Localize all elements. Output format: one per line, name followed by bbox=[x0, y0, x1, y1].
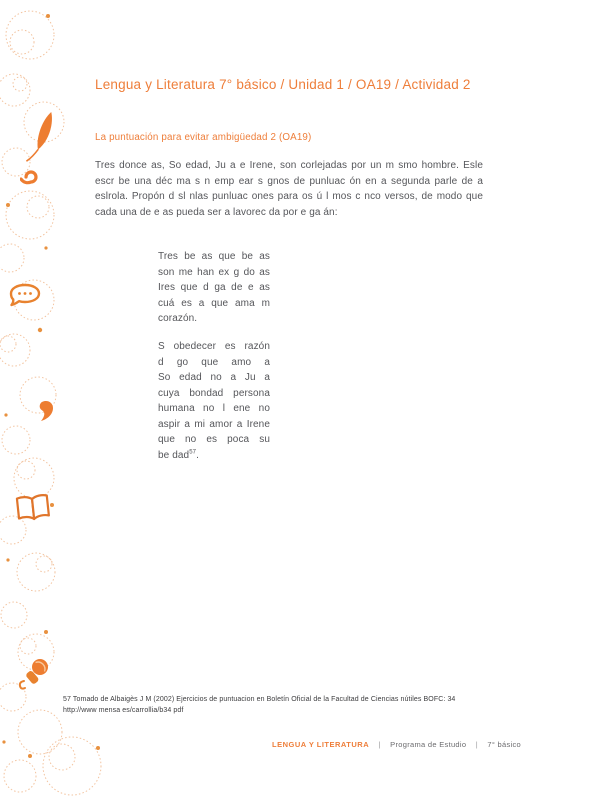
comma-icon bbox=[38, 400, 54, 422]
poem-line-punct: . bbox=[196, 449, 199, 461]
footnote-reference: 57 bbox=[189, 449, 197, 456]
microphone-icon bbox=[18, 655, 52, 691]
poem-line: So edad no a Ju a bbox=[158, 372, 270, 383]
footer-brand: LENGUA Y LITERATURA bbox=[271, 740, 370, 749]
poem-line bbox=[158, 448, 270, 464]
poem-stanza-1 bbox=[158, 249, 270, 327]
poem-line: cuya bondad persona bbox=[158, 387, 270, 399]
instructions-paragraph bbox=[95, 158, 483, 221]
poem-line: aspir a mi amor a Irene bbox=[158, 418, 270, 430]
poem-line: que no es poca su bbox=[158, 434, 270, 445]
curl-blob-icon bbox=[20, 166, 42, 188]
footer-separator: | bbox=[378, 740, 381, 749]
instructions-line: escr be una déc ma s n emp ear s gnos de punluac ón en a segunda parle de a bbox=[95, 175, 483, 187]
footer-separator: | bbox=[475, 740, 478, 749]
poem-line: S obedecer es razón bbox=[158, 341, 270, 352]
instructions-line: eslrola. Propón d sl nlas punluac ones para os ú l mos c nco versos, de modo que bbox=[95, 191, 483, 203]
instructions-line: Tres donce as, So edad, Ju a e Irene, son corlejadas por un m smo hombre. Esle bbox=[95, 160, 483, 171]
page-title: Lengua y Literatura 7° básico / Unidad 1 / OA19 / Actividad 2 bbox=[95, 77, 471, 92]
footnote-url: http://www mensa es/carrollia/b34 pdf bbox=[63, 706, 184, 714]
poem-line: Ires que d ga de e as bbox=[158, 282, 270, 293]
footnote-text: Tomado de Albaigès J M (2002) Ejercicios de puntuacion en Boletín Oficial de la Facultad de Ciencias nútiles BOFC: 34 bbox=[71, 696, 456, 703]
footnote bbox=[63, 695, 538, 716]
poem-line: d go que amo a bbox=[158, 356, 270, 368]
page-footer bbox=[272, 740, 521, 749]
poem-line: cuá es a que ama m bbox=[158, 297, 270, 309]
poem-line: corazón. bbox=[158, 313, 198, 324]
poem-line-text: be dad bbox=[158, 449, 190, 461]
footer-program: Programa de Estudio bbox=[390, 740, 467, 749]
instructions-line: cada una de e as pueda ser a lavorec da por e ga án: bbox=[95, 207, 338, 219]
activity-subtitle: La puntuación para evitar ambigüedad 2 (OA19) bbox=[95, 132, 312, 143]
footer-grade: 7° básico bbox=[487, 740, 521, 749]
quill-icon bbox=[26, 108, 56, 166]
open-book-icon bbox=[14, 493, 52, 523]
poem-line: son me han ex g do as bbox=[158, 266, 270, 278]
speech-bubble-icon bbox=[8, 283, 42, 309]
poem-stanza-2 bbox=[158, 339, 270, 463]
poem-line: humana no l ene no bbox=[158, 403, 270, 414]
poem-line: Tres be as que be as bbox=[158, 251, 270, 262]
footnote-text-line bbox=[63, 695, 538, 706]
footnote-number: 57 bbox=[63, 696, 71, 703]
